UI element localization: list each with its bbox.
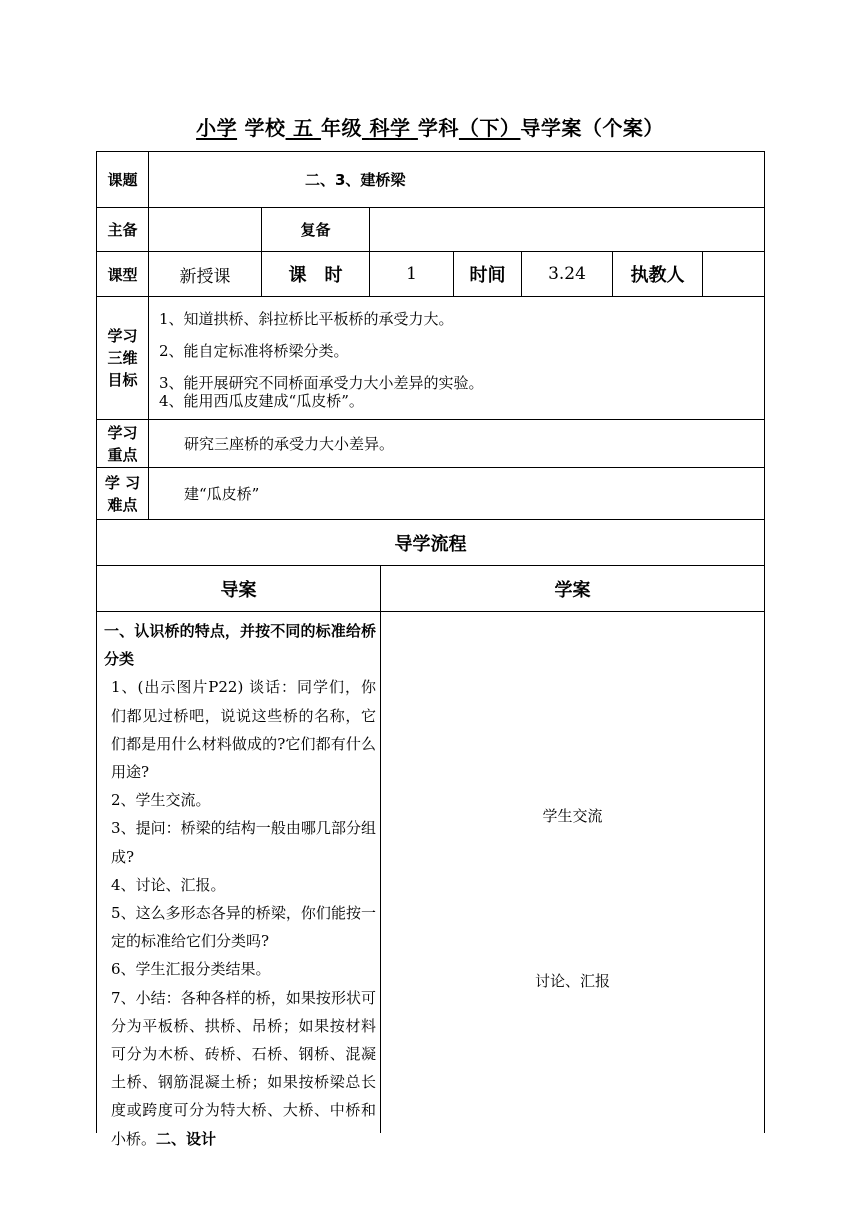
difficulty-label: 学 习 难点 — [104, 473, 141, 514]
type-label: 课型 — [107, 265, 138, 284]
section-heading: 一、认识桥的特点，并按不同的标准给桥分类 — [104, 622, 376, 669]
key-point-value: 研究三座桥的承受力大小差异。 — [184, 435, 395, 453]
goals-list — [159, 309, 759, 411]
difficulty-value: 建“瓜皮桥” — [184, 485, 260, 503]
document-title — [0, 112, 860, 141]
guide-paragraph: 7、小结：各种各样的桥，如果按形状可分为平板桥、拱桥、吊桥；如果按材料可分为木桥、砖桥、石桥、钢桥、混凝土桥、钢筋混凝土桥；如果按桥梁总长度或跨度可分为特大桥、大桥、中桥和小桥。二、设计 — [111, 988, 376, 1148]
grade-value: 五 — [293, 116, 314, 140]
study-note: 讨论、汇报 — [534, 971, 610, 990]
guide-content — [104, 617, 376, 1148]
time-label: 时间 — [469, 265, 506, 286]
review-value — [370, 208, 764, 251]
goal-item: 3、能开展研究不同桥面承受力大小差异的实验。 — [159, 374, 484, 392]
type-value: 新授课 — [179, 266, 231, 287]
teacher-value — [703, 252, 764, 296]
goal-item: 4、能用西瓜皮建成“瓜皮桥”。 — [159, 392, 364, 410]
key-point-label: 学习 重点 — [107, 423, 138, 464]
topic-value: 二、3、建桥梁 — [305, 171, 406, 189]
doc-type: 导学案（个案） — [520, 116, 664, 140]
teacher-label: 执教人 — [630, 265, 685, 286]
school-type: 小学 — [196, 116, 238, 140]
hours-label: 课 时 — [288, 265, 343, 286]
hours-value: 1 — [406, 264, 417, 284]
time-value: 3.24 — [548, 264, 586, 284]
school-label: 学校 — [244, 116, 286, 140]
goal-item: 1、知道拱桥、斜拉桥比平板桥的承受力大。 — [159, 310, 454, 328]
section-heading: 二、设计 — [156, 1129, 217, 1148]
guide-paragraph: 6、学生汇报分类结果。 — [111, 960, 271, 979]
guide-paragraph: 2、学生交流。 — [111, 791, 211, 810]
goals-label: 学习 三维 目标 — [107, 327, 138, 389]
guide-column-header: 导案 — [220, 579, 257, 601]
guide-paragraph: 4、讨论、汇报。 — [111, 875, 226, 894]
guide-paragraph: 3、提问：桥梁的结构一般由哪几部分组成? — [111, 819, 376, 866]
lead-label: 主备 — [107, 221, 138, 239]
guide-paragraph: 1、(出示图片P22) 谈话：同学们，你们都见过桥吧，说说这些桥的名称，它们都是用什么材料做成的?它们都有什么用途? — [111, 678, 376, 782]
subject-value: 科学 — [369, 116, 411, 140]
lead-value — [149, 208, 261, 251]
study-column-header: 学案 — [554, 579, 591, 601]
study-note: 学生交流 — [542, 806, 603, 825]
subject-label: 学科 — [417, 116, 459, 140]
topic-label: 课题 — [107, 171, 138, 189]
review-label: 复备 — [300, 221, 331, 239]
goal-item: 2、能自定标准将桥梁分类。 — [159, 342, 349, 360]
guide-paragraph: 5、这么多形态各异的桥梁，你们能按一定的标准给它们分类吗? — [111, 904, 376, 951]
volume: （下） — [458, 116, 521, 140]
flow-heading: 导学流程 — [394, 533, 467, 555]
grade-label: 年级 — [320, 116, 362, 140]
